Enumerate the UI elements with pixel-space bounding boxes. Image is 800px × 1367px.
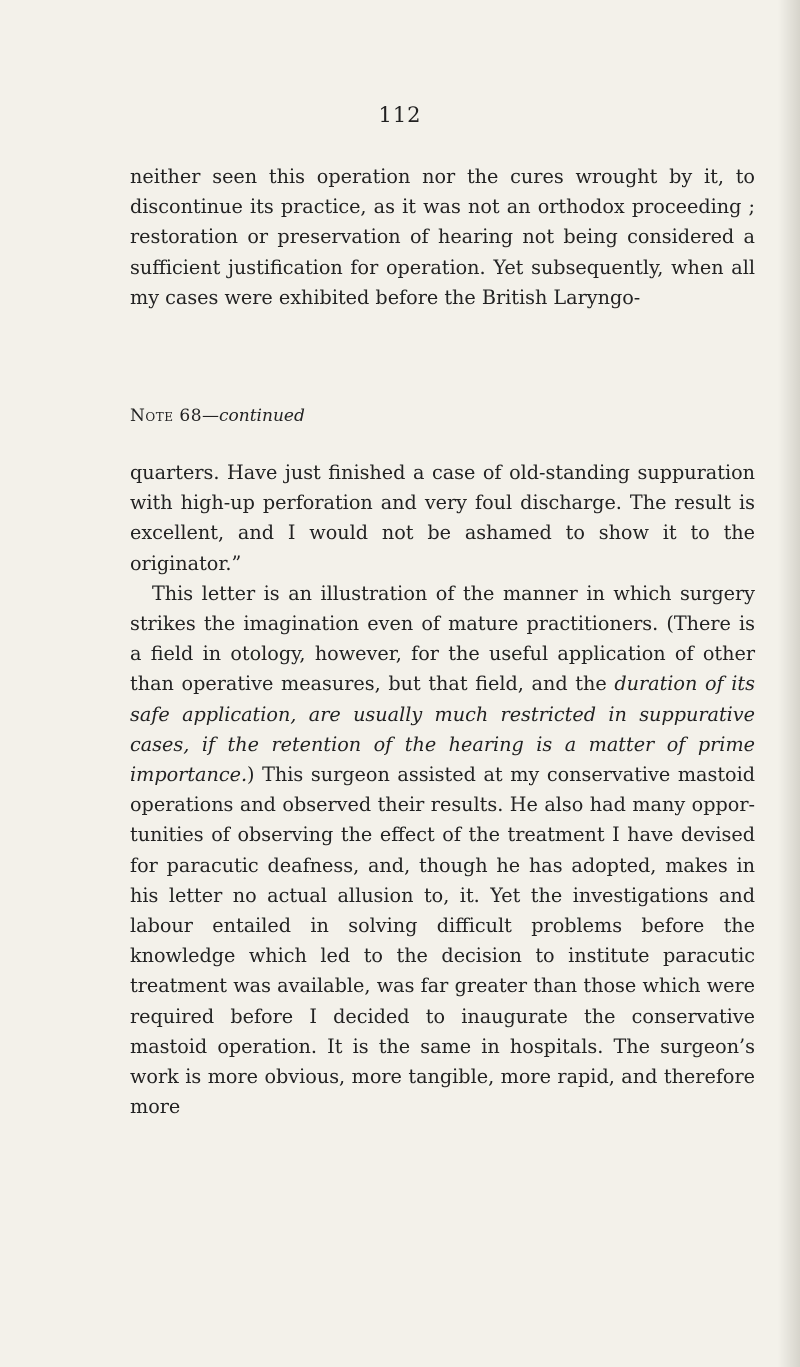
page-number: 112 — [378, 103, 422, 127]
note-label: Note 68 — [130, 406, 203, 426]
main-paragraph-part2: ) This surgeon assisted at my conservative mastoid operations and observed their results. He also had many opportunities of observing the effect of the treatment I have devised for paracutic deafness, and, though he has adopted, makes in his letter no actual allusion to, it. Yet the investigations and labour entailed in solving difficult problems before the knowledge which led to the decision to institute paracutic treatment was available, was far greater than those which were required before I decided to inaugurate the conservative mastoid operation. It is the same in hospitals. The surgeon’s work is more obvious, more tangible, more rapid, and therefore more — [130, 763, 755, 1119]
note-heading — [130, 404, 305, 428]
main-paragraph — [130, 579, 755, 1123]
main-paragraph-part1: This letter is an illustration of the manner in which surgery strikes the imagination even of mature practitioners. (There is a field in otology, however, for the useful application of other than operative measures, but that field, and the — [130, 581, 755, 696]
note-continued: continued — [219, 406, 305, 426]
page-edge-shadow — [778, 0, 800, 1367]
note-dash: — — [202, 406, 220, 426]
top-paragraph: neither seen this operation nor the cures wrought by it, to discontinue its practice, as it was not an orthodox proceeding ; restoration or preservation of hearing not being considered a sufficient justification for operation. Yet subsequently, when all my cases were exhibited before the British Laryngo- — [130, 165, 755, 309]
note-paragraph: quarters. Have just finished a case of old-standing suppuration with high-up perforation and very foul discharge. The result is excellent, and I would not be ashamed to show it to the originator.” — [130, 461, 755, 575]
top-paragraph-block — [130, 162, 755, 313]
main-paragraph-italic: duration of its safe application, are usually much restricted in suppurative cases, if the retention of the hearing is a matter of prime importance. — [130, 672, 755, 787]
bottom-text-block — [130, 458, 755, 1122]
